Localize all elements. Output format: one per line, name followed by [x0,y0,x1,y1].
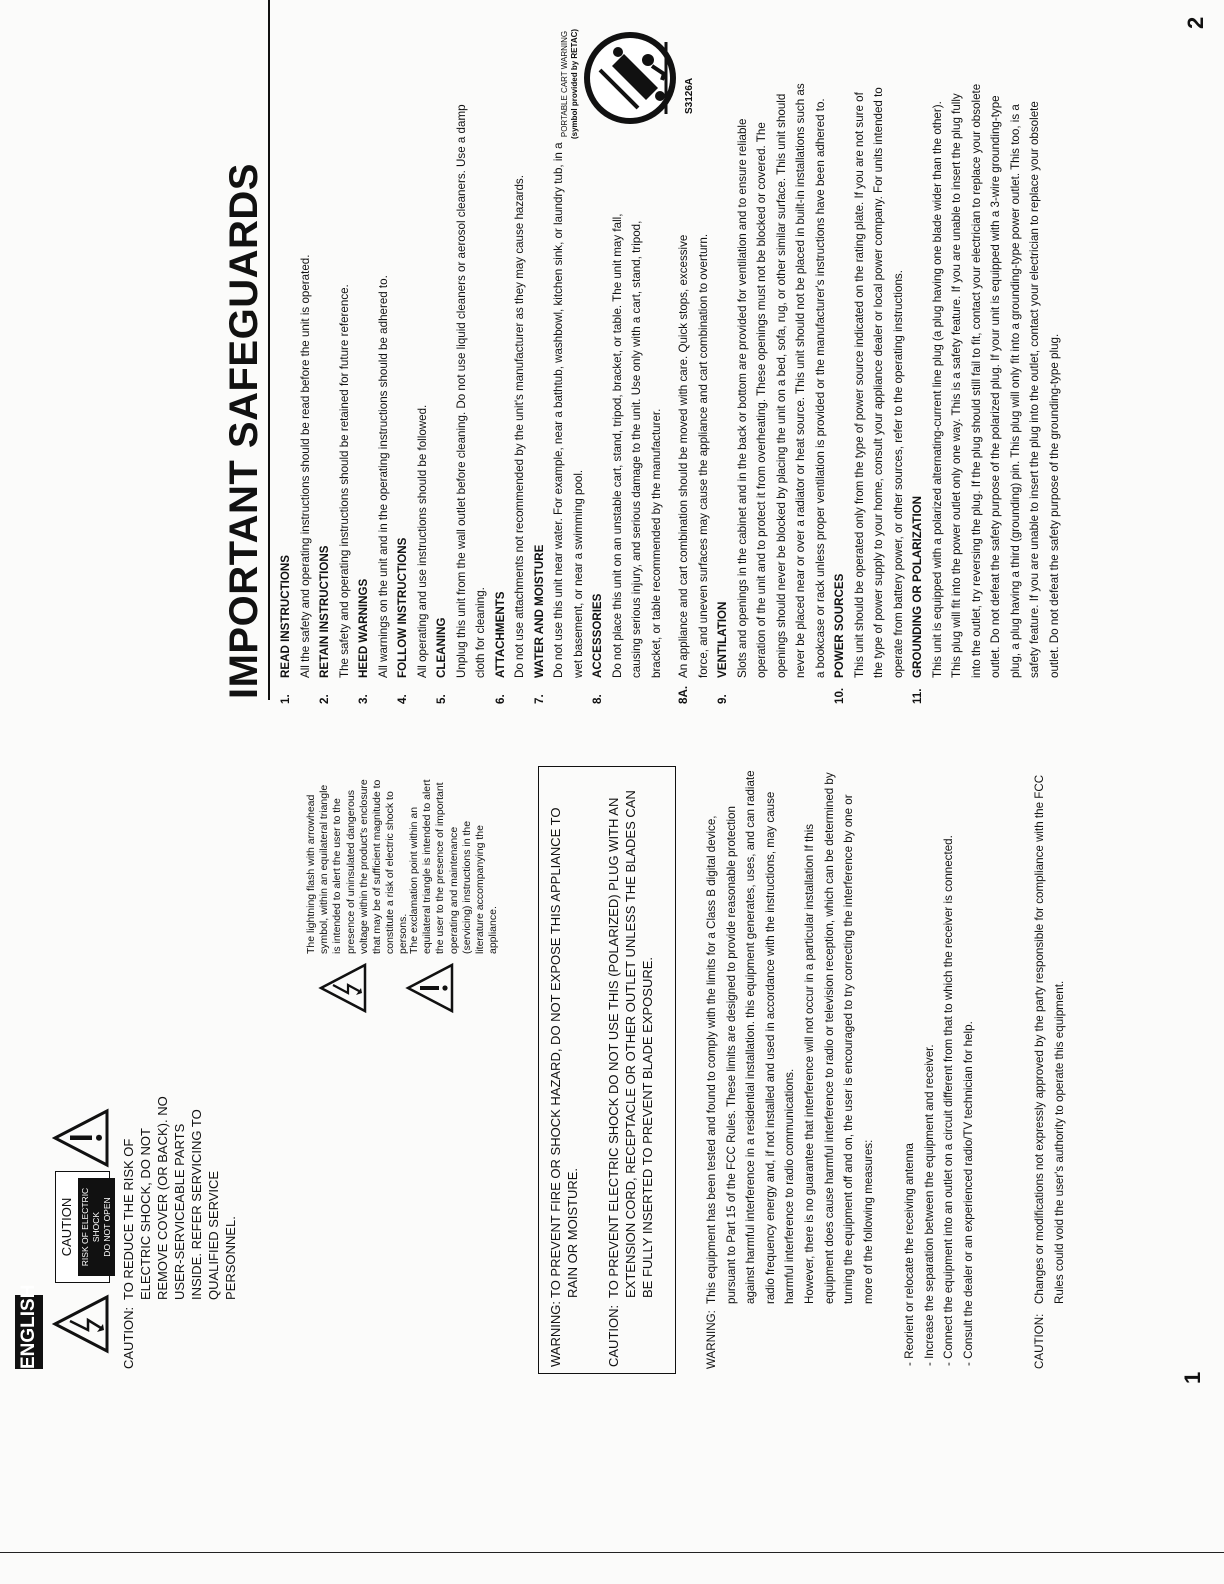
warning-box-caution-label: CAUTION: [606,1304,621,1367]
warning-box [538,766,676,1374]
fcc-block [702,769,878,1304]
list-item [530,79,589,704]
item-number: 5. [435,694,448,704]
item-number: 2. [318,694,331,704]
lightning-symbol-explanation: The lightning flash with arrowhead symbol, within an equilateral triangle is intended to alert the user to the presence of uninsulated dangerous voltage within the product's enclosure that may be of sufficient magnitude to constitute a risk of electric shock to persons. [305,779,410,954]
list-item [908,79,1064,704]
warning-box-caution-text: TO PREVENT ELECTRIC SHOCK DO NOT USE THIS (POLARIZED) PLUG WITH AN EXTENSION CORD, RECEPTACLE OR OTHER OUTLET UNLESS THE BLADES CAN BE FULLY INSERTED TO PREVENT BLADE EXPOSURE. [606,790,655,1298]
fcc-measures [900,766,978,1366]
lightning-symbol-icon [318,962,368,1014]
lightning-warning-icon [52,1294,110,1354]
exclamation-symbol-icon [405,962,455,1014]
item-text: All the safety and operating instructions should be read before the unit is operated. [298,254,312,678]
measure-item: - Connect the equipment into an outlet on a circuit different from that to which the receiver is connected. [942,835,956,1366]
item-number: 6. [493,694,507,704]
item-number: 7. [532,694,546,704]
item-heading: RETAIN INSTRUCTIONS [318,545,331,678]
measure-item: - Reorient or relocate the receiving antenna [903,1143,916,1366]
safeguards-list [276,79,1064,704]
list-item [354,79,393,704]
item-number: 1. [279,694,292,704]
item-number: 8. [591,694,604,704]
list-item [713,79,830,704]
item-number: 10. [833,687,846,704]
item-number: 4. [396,694,409,704]
cart-warning-caption [560,24,580,144]
caution-band-line-1: RISK OF ELECTRIC SHOCK [80,1187,101,1267]
caution-box-heading: CAUTION [59,1197,74,1257]
scan-bottom-rule [0,1552,1224,1553]
item-number: 11. [911,688,924,704]
item-number: 3. [357,694,370,704]
item-text: This unit should be operated only from the type of power source indicated on the rating plate. If you are not sure of the type of power supply to your home, consult your appliance dealer or local power company. For units intended to operate from battery power, or other sources, refer to the operating instructions. [852,87,905,678]
caution-band-line-2: DO NOT OPEN [102,1197,112,1257]
item-heading: READ INSTRUCTIONS [279,554,292,678]
page-title: IMPORTANT SAFEGUARDS [222,163,266,699]
item-text: Do not place this unit on an unstable cart, stand, tripod, bracket, or table. The unit may fall, causing serious injury, and serious damage to the unit. Use only with a cart, stand, tripod, bracket, or table recommended by the manufacturer. [610,213,663,678]
list-item [491,79,530,704]
exclamation-warning-icon [52,1108,110,1168]
item-heading: CLEANING [435,617,448,678]
warning-box-warning-text: TO PREVENT FIRE OR SHOCK HAZARD, DO NOT EXPOSE THIS APPLIANCE TO RAIN OR MOISTURE. [548,807,580,1298]
list-item [276,79,315,704]
item-text: Do not use this unit near water. For example, near a bathtub, washbowl, kitchen sink, or laundry tub, in a wet basement, or near a swimming pool. [552,142,585,678]
item-number: 8A. [677,685,690,704]
item-text: An appliance and cart combination should be moved with care. Quick stops, excessive force, and uneven surfaces may cause the appliance and cart combination to overturn. [677,233,710,678]
item-text: Slots and openings in the cabinet and in the back or bottom are provided for ventilation and to ensure reliable operation of the unit and to protect it from overheating. These openings must not be blocked or covered. The openings should never be blocked by placing the unit on a bed, sofa, rug, or other similar surface. This unit should never be placed near or over a radiator or heat source. This unit should not be placed in built-in installations such as a bookcase or rack unless proper ventilation is provided or the manufacturer's instructions have been adhered to. [735,83,827,678]
item-text: Do not use attachments not recommended by the unit's manufacturer as they may cause hazards. [513,175,526,678]
changes-text: Changes or modifications not expressly approved by the party responsible for compliance with the FCC Rules could void the user's authority to operate this equipment. [1033,774,1066,1304]
caution-text: TO REDUCE THE RISK OF ELECTRIC SHOCK, DO NOT REMOVE COVER (OR BACK). NO USER-SERVICEABLE PARTS INSIDE. REFER SERVICING TO QUALIFIED SERVICE PERSONNEL. [121,1096,238,1300]
item-heading: GROUNDING OR POLARIZATION [911,495,924,678]
item-text: This unit is equipped with a polarized alternating-current line plug (a plug having one blade wider than the other). This plug will fit into the power outlet only one way. This is a safety feature. If you are unable to insert the plug fully into the outlet, try reversing the plug. If the plug should still fail to fit, contact your electrician to replace your obsolete outlet. Do not defeat the safety purpose of the polarized plug. If your unit is equipped with a 3-wire grounding-type plug, a plug having a third (grounding) pin. This plug will only fit into a grounding-type power outlet. This too, is a safety feature. If you are unable to insert the plug into the outlet, contact your electrician to replace your obsolete outlet. Do not defeat the safety purpose of the grounding-type plug. [930,83,1061,678]
item-number: 9. [716,694,729,704]
page-number-right: 2 [1183,16,1208,29]
page-number-left: 1 [1180,1371,1205,1384]
list-item [674,79,713,704]
exclamation-symbol-explanation: The exclamation point within an equilateral triangle is intended to alert the user to the presence of important operating and maintenance (servicing) instructions in the literature accompanying the appliance. [408,779,500,954]
fcc-paragraph-1: This equipment has been tested and found to comply with the limits for a Class B digital device, pursuant to Part 15 of the FCC Rules. These limits are designed to provide reasonable protection against harmful interference in a residential installation. this equipment generates, uses, and can radiate radio frequency energy and, if not installed and used in accordance with the instructions, may cause harmful interference to radio communications. [705,770,797,1304]
item-heading: ATTACHMENTS [493,591,507,678]
list-item [315,79,354,704]
item-heading: POWER SOURCES [833,573,846,678]
cart-tipover-icon [582,30,678,126]
item-text: All warnings on the unit and in the operating instructions should be adhered to. [376,275,390,678]
item-heading: ACCESSORIES [591,593,604,678]
item-text: The safety and operating instructions should be retained for future reference. [337,284,351,678]
warning-box-warning-label: WARNING: [548,1301,563,1367]
item-heading: VENTILATION [716,601,729,678]
changes-label: CAUTION: [1033,1313,1046,1369]
list-item [393,79,432,704]
list-item [432,79,491,704]
item-heading: FOLLOW INSTRUCTIONS [396,537,409,678]
fcc-label: WARNING: [705,1310,718,1369]
item-text: All operating and use instructions should be followed. [415,404,429,678]
english-label: ENGLISH [15,1295,43,1369]
item-text: Unplug this unit from the wall outlet before cleaning. Do not use liquid cleaners or aerosol cleaners. Use a damp cloth for cleaning. [454,104,487,678]
item-heading: WATER AND MOISTURE [532,544,546,678]
cart-caption-line-2: (symbol provided by RETAC) [570,28,579,140]
list-item [830,79,908,704]
measure-item: - Consult the dealer or an experienced radio/TV technician for help. [961,1021,975,1366]
item-heading: HEED WARNINGS [357,578,370,678]
caution-label: CAUTION: [121,1306,136,1369]
cart-caption-line-1: PORTABLE CART WARNING [560,30,569,138]
caution-box-band [78,1178,115,1276]
list-item [588,79,666,704]
cart-code: S3126A [684,77,695,114]
fcc-paragraph-2: However, there is no guarantee that interference will not occur in a particular installation If this equipment does cause harmful interference to radio or television reception, which can be determined by turning the equipment off and on, the user is encouraged to try correcting the interference by one or more of the following measures: [802,772,875,1304]
measure-item: - Increase the separation between the equipment and receiver. [922,1044,936,1366]
caution-box [55,1171,110,1283]
title-rule [268,0,270,700]
